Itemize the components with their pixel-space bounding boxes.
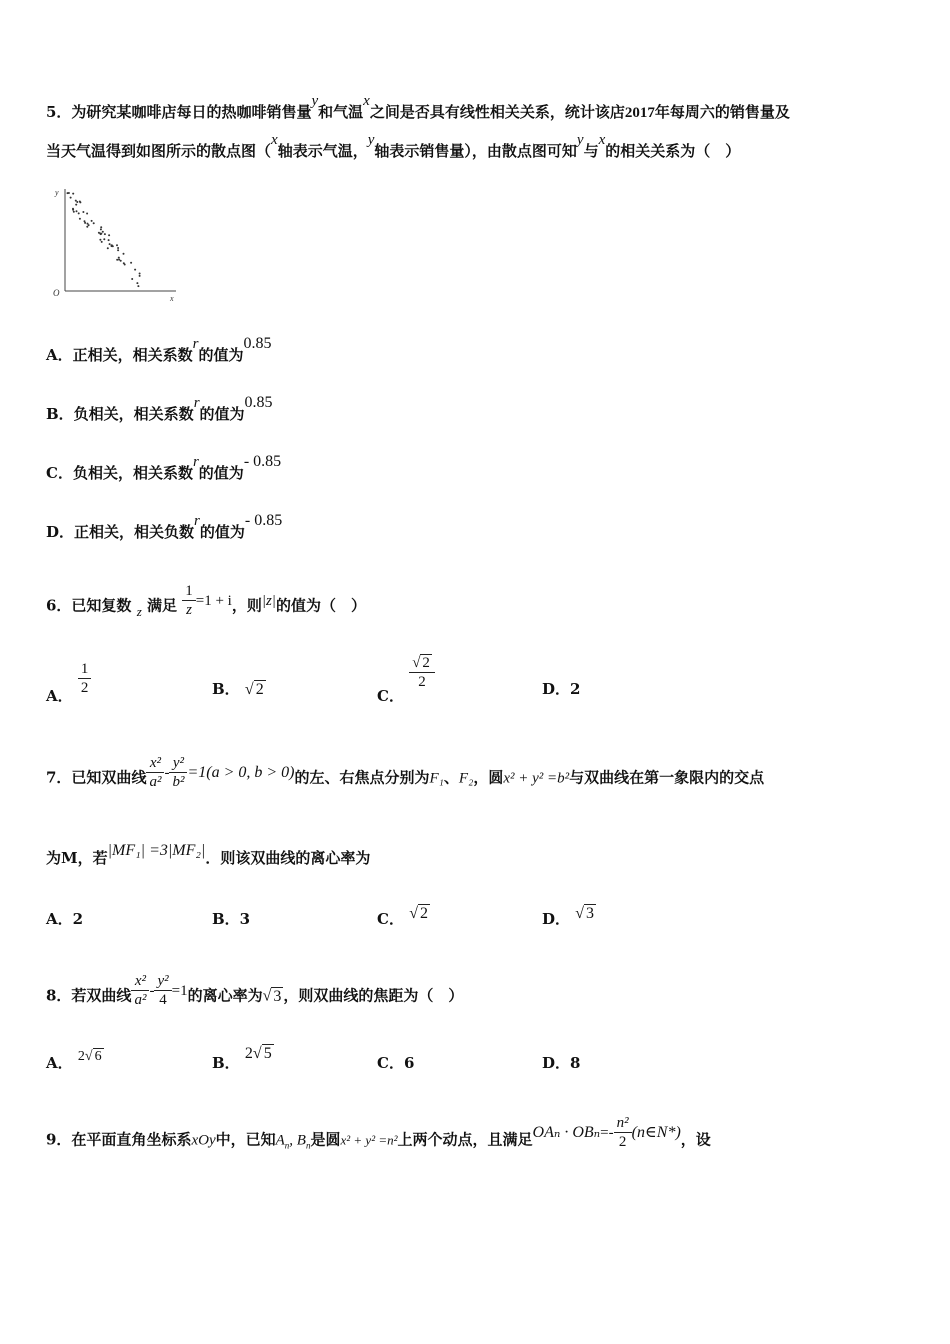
q7-cond: =1(a > 0, b > 0) bbox=[187, 763, 295, 781]
q6-option-b[interactable] bbox=[212, 678, 266, 699]
scatter-point bbox=[139, 273, 141, 275]
q9-frac bbox=[614, 1114, 632, 1151]
q8-text-c: ，则双曲线的焦距为（ ） bbox=[283, 986, 464, 1005]
scatter-point bbox=[86, 226, 88, 228]
scatter-point bbox=[73, 211, 75, 213]
q7-line1 bbox=[46, 755, 765, 797]
scatter-point bbox=[75, 200, 77, 202]
q7-option-b[interactable] bbox=[212, 908, 250, 929]
scatter-point bbox=[101, 241, 103, 243]
q8-t2-num: y² bbox=[154, 972, 171, 991]
scatter-point bbox=[131, 278, 133, 280]
q7-t1-den: a² bbox=[149, 774, 162, 790]
scatter-point bbox=[137, 285, 139, 287]
q5-opt-r: r bbox=[192, 454, 199, 470]
q7-t2-num: y² bbox=[169, 754, 187, 773]
q6-opt-a-label: A． bbox=[46, 686, 73, 705]
scatter-point bbox=[76, 210, 78, 212]
q7-option-c[interactable] bbox=[377, 902, 430, 928]
q9-eq: =- bbox=[600, 1124, 614, 1141]
scatter-point bbox=[75, 204, 77, 206]
scatter-point bbox=[103, 238, 105, 240]
q8-opt-c-text: C．6 bbox=[377, 1054, 415, 1072]
scatter-point bbox=[79, 218, 81, 220]
q6-text-b: 满足 bbox=[146, 596, 177, 615]
q7-f2: F₂ bbox=[458, 770, 474, 787]
y-axis-label: y bbox=[55, 188, 59, 197]
q5-text-h: 与 bbox=[583, 142, 599, 160]
q5-option-d[interactable] bbox=[46, 512, 283, 543]
q5-option-b[interactable] bbox=[46, 394, 273, 425]
q6-opt-c-rad: 2 bbox=[422, 655, 430, 671]
q6-opt-a-den: 2 bbox=[80, 680, 89, 696]
q7-line2 bbox=[46, 842, 371, 869]
q8-opt-b-label: B． bbox=[212, 1054, 240, 1072]
q5-opt-label: B．负相关，相关系数 bbox=[46, 405, 194, 423]
q7-text-e: 为M，若 bbox=[46, 849, 108, 867]
q5-line1 bbox=[46, 93, 790, 123]
scatter-point bbox=[72, 193, 74, 195]
q6-opt-c-frac bbox=[409, 654, 435, 691]
q7-text-f: ．则该双曲线的离心率为 bbox=[205, 849, 371, 867]
q7-opt-c-sqrt: √ 2 bbox=[409, 905, 428, 922]
q9-domain: (n∈N*) bbox=[631, 1123, 681, 1141]
q7-text-d: 与双曲线在第一象限内的交点 bbox=[569, 768, 765, 787]
q5-text-e: 当天气温得到如图所示的散点图（ bbox=[46, 142, 272, 160]
q7-opt-d-sqrt: √ 3 bbox=[575, 905, 595, 922]
scatter-point bbox=[68, 192, 70, 194]
scatter-point bbox=[72, 209, 74, 211]
origin-label: O bbox=[53, 288, 60, 298]
q5-text-a: 5．为研究某咖啡店每日的热咖啡销售量 bbox=[46, 103, 312, 121]
q7-t1-num: x² bbox=[146, 754, 164, 773]
scatter-point bbox=[102, 231, 104, 233]
q5-option-c[interactable] bbox=[46, 453, 282, 484]
q6-opt-b-rad: 2 bbox=[255, 681, 264, 698]
scatter-point bbox=[139, 275, 141, 277]
scatter-point bbox=[99, 239, 101, 241]
scatter-point bbox=[116, 244, 118, 246]
scatter-point bbox=[84, 222, 86, 224]
q7-opt-b-text: B．3 bbox=[212, 910, 251, 928]
q6-opt-a-frac bbox=[78, 660, 92, 697]
q9-circle: x² + y² =n² bbox=[340, 1132, 398, 1148]
q8-opt-b-val: 2√ 5 bbox=[244, 1045, 272, 1062]
scatter-plot bbox=[48, 183, 183, 305]
q9-text-d: 上两个动点，且满足 bbox=[397, 1130, 533, 1149]
q5-opt-value: 0.85 bbox=[244, 394, 273, 411]
q5-opt-suffix: 的值为 bbox=[198, 346, 244, 364]
q7-f1: F₁ bbox=[429, 770, 444, 787]
scatter-point bbox=[104, 233, 106, 235]
q5-text-d: 年每周六的销售量及 bbox=[654, 103, 790, 121]
q7-opt-c-label: C． bbox=[377, 910, 404, 928]
q6-fraction bbox=[182, 582, 196, 619]
q7-text-a: 7．已知双曲线 bbox=[46, 768, 147, 787]
q6-var-z: z bbox=[136, 603, 142, 619]
q5-opt-r: r bbox=[193, 395, 200, 411]
scatter-point bbox=[87, 223, 89, 225]
q7-text-b: 的左、右焦点分别为 bbox=[294, 768, 430, 787]
q7-text-c: ，圆 bbox=[473, 768, 504, 787]
q5-opt-label: C．负相关，相关系数 bbox=[46, 464, 193, 482]
q8-text-a: 8．若双曲线 bbox=[46, 986, 132, 1005]
q8-frac-2 bbox=[154, 972, 171, 1009]
q6-eq: =1 + i bbox=[195, 592, 232, 609]
scatter-point bbox=[108, 234, 110, 236]
q7-circle: x² + y² =b² bbox=[503, 770, 570, 787]
q6-opt-c-den: 2 bbox=[418, 674, 426, 690]
q9-sys: xOy bbox=[191, 1132, 216, 1149]
q5-var-y-3: y bbox=[576, 132, 584, 148]
q8-option-b[interactable] bbox=[212, 1042, 274, 1072]
q5-opt-suffix: 的值为 bbox=[199, 405, 245, 423]
scatter-point bbox=[82, 211, 84, 213]
q5-opt-value: 0.85 bbox=[243, 335, 272, 352]
scatter-point bbox=[91, 220, 93, 222]
scatter-point bbox=[117, 249, 119, 251]
scatter-point bbox=[118, 257, 120, 259]
q9-vec: OAₙ · OBₙ bbox=[532, 1123, 601, 1141]
scatter-point bbox=[100, 228, 102, 230]
scatter-point bbox=[84, 220, 86, 222]
q9-pt-b: , B bbox=[289, 1132, 306, 1149]
q5-opt-suffix: 的值为 bbox=[199, 523, 245, 541]
q7-cond2: |MF₁| =3|MF₂| bbox=[107, 842, 206, 859]
q9-pt-b-sub: n bbox=[305, 1140, 311, 1151]
scatter-point bbox=[100, 226, 102, 228]
scatter-point bbox=[120, 260, 122, 262]
q8-e-rad: 3 bbox=[273, 987, 282, 1005]
q5-text-b: 和气温 bbox=[318, 103, 364, 121]
q5-opt-r: r bbox=[194, 513, 200, 529]
q6-abs: |z| bbox=[261, 592, 276, 609]
scatter-point bbox=[93, 222, 95, 224]
q8-opt-a-label: A． bbox=[46, 1054, 73, 1072]
q5-text-c: 之间是否具有线性相关关系，统计该店 bbox=[369, 103, 625, 121]
q6-opt-c-label: C． bbox=[377, 686, 404, 705]
q7-t2-den: b² bbox=[172, 774, 185, 790]
q7-opt-d-label: D． bbox=[542, 910, 571, 928]
q9-text-b: 中，已知 bbox=[215, 1130, 276, 1149]
q7-option-a[interactable] bbox=[46, 908, 83, 929]
scatter-point bbox=[108, 239, 110, 241]
q7-sep: 、 bbox=[443, 768, 459, 787]
q8-option-a[interactable] bbox=[46, 1044, 104, 1072]
q5-text-f: 轴表示气温， bbox=[277, 142, 368, 160]
q6-text-d: 的值为（ ） bbox=[275, 596, 366, 615]
q6-opt-c-num: √ 2 bbox=[409, 654, 435, 673]
q5-opt-label: D．正相关，相关负数 bbox=[46, 523, 195, 541]
q9-frac-num: n² bbox=[614, 1114, 632, 1133]
scatter-point bbox=[70, 197, 72, 199]
scatter-point bbox=[107, 247, 109, 249]
q5-line2 bbox=[46, 132, 741, 162]
q6-opt-a-num: 1 bbox=[78, 660, 92, 679]
scatter-point bbox=[123, 253, 125, 255]
q8-frac-1 bbox=[131, 972, 149, 1009]
q8-option-d[interactable] bbox=[542, 1052, 580, 1073]
scatter-points bbox=[67, 192, 141, 287]
q9-pt-a: A bbox=[275, 1132, 285, 1149]
q6-option-d[interactable] bbox=[542, 678, 580, 699]
q8-opt-d-text: D．8 bbox=[542, 1054, 581, 1072]
scatter-point bbox=[79, 201, 81, 203]
q7-option-d[interactable] bbox=[542, 902, 596, 928]
q9-stem bbox=[46, 1115, 711, 1159]
q5-opt-value: - 0.85 bbox=[244, 512, 283, 529]
q8-t1-den: a² bbox=[134, 992, 147, 1008]
q8-opt-b-rad: 5 bbox=[263, 1045, 272, 1062]
q5-opt-r: r bbox=[192, 336, 199, 352]
q6-option-a[interactable] bbox=[46, 660, 91, 705]
scatter-point bbox=[130, 262, 132, 264]
scatter-point bbox=[118, 259, 120, 261]
scatter-point bbox=[111, 245, 113, 247]
q8-stem bbox=[46, 973, 464, 1015]
scatter-point bbox=[76, 201, 78, 203]
q5-var-x-2: x bbox=[271, 132, 278, 148]
q6-option-c[interactable] bbox=[377, 654, 435, 705]
scatter-point bbox=[136, 282, 138, 284]
q8-opt-a-val: 2√ 6 bbox=[77, 1049, 102, 1064]
q8-t1-num: x² bbox=[131, 972, 149, 991]
q8-eq: =1 bbox=[171, 982, 188, 999]
scatter-point bbox=[117, 247, 119, 249]
q6-frac-num: 1 bbox=[182, 582, 196, 601]
q7-frac-1 bbox=[146, 754, 164, 791]
q6-text-c: ，则 bbox=[231, 596, 262, 615]
q5-year: 2017 bbox=[624, 105, 655, 121]
q6-opt-d-label: D．2 bbox=[542, 680, 581, 698]
q7-opt-a-text: A．2 bbox=[46, 910, 84, 928]
q5-var-y-2: y bbox=[367, 132, 375, 148]
q7-opt-c-rad: 2 bbox=[419, 905, 428, 922]
q5-var-x-3: x bbox=[598, 132, 606, 148]
q5-opt-suffix: 的值为 bbox=[198, 464, 244, 482]
q8-minus: - bbox=[149, 982, 155, 999]
q6-stem bbox=[46, 583, 366, 625]
q6-opt-b-sqrt: √ 2 bbox=[244, 681, 264, 698]
q9-frac-den: 2 bbox=[618, 1134, 627, 1150]
scatter-point bbox=[134, 269, 136, 271]
q5-opt-value: - 0.85 bbox=[243, 453, 282, 470]
q8-opt-a-rad: 6 bbox=[94, 1049, 102, 1064]
q6-text-a: 6．已知复数 bbox=[46, 596, 132, 615]
x-axis-label: x bbox=[170, 294, 174, 303]
q6-frac-den: z bbox=[186, 602, 192, 618]
q7-minus: - bbox=[164, 764, 170, 781]
q8-opt-a-coef: 2 bbox=[77, 1049, 85, 1064]
q7-frac-2 bbox=[169, 754, 187, 791]
q9-text-c: 是圆 bbox=[310, 1130, 341, 1149]
q5-var-x: x bbox=[363, 93, 370, 109]
scatter-point bbox=[116, 259, 118, 261]
q6-opt-b-label: B． bbox=[212, 680, 240, 698]
q5-opt-label: A．正相关，相关系数 bbox=[46, 346, 193, 364]
q8-e-sqrt: √ 3 bbox=[262, 987, 282, 1005]
q7-opt-d-rad: 3 bbox=[586, 905, 595, 922]
q9-pt-a-sub: n bbox=[284, 1140, 290, 1151]
q8-text-b: 的离心率为 bbox=[187, 986, 263, 1005]
q9-text-e: ，设 bbox=[680, 1130, 711, 1149]
q8-option-c[interactable] bbox=[377, 1052, 414, 1073]
scatter-point bbox=[109, 243, 111, 245]
q8-opt-b-coef: 2 bbox=[244, 1045, 253, 1062]
scatter-point bbox=[100, 233, 102, 235]
scatter-point bbox=[78, 212, 80, 214]
q5-text-i: 的相关关系为（ ） bbox=[605, 142, 741, 160]
q5-option-a[interactable] bbox=[46, 335, 272, 366]
q8-t2-den: 4 bbox=[159, 992, 167, 1008]
q5-var-y: y bbox=[311, 93, 319, 109]
scatter-point bbox=[123, 262, 125, 264]
q5-text-g: 轴表示销售量），由散点图可知 bbox=[374, 142, 577, 160]
scatter-point bbox=[86, 213, 88, 215]
q9-text-a: 9．在平面直角坐标系 bbox=[46, 1130, 192, 1149]
